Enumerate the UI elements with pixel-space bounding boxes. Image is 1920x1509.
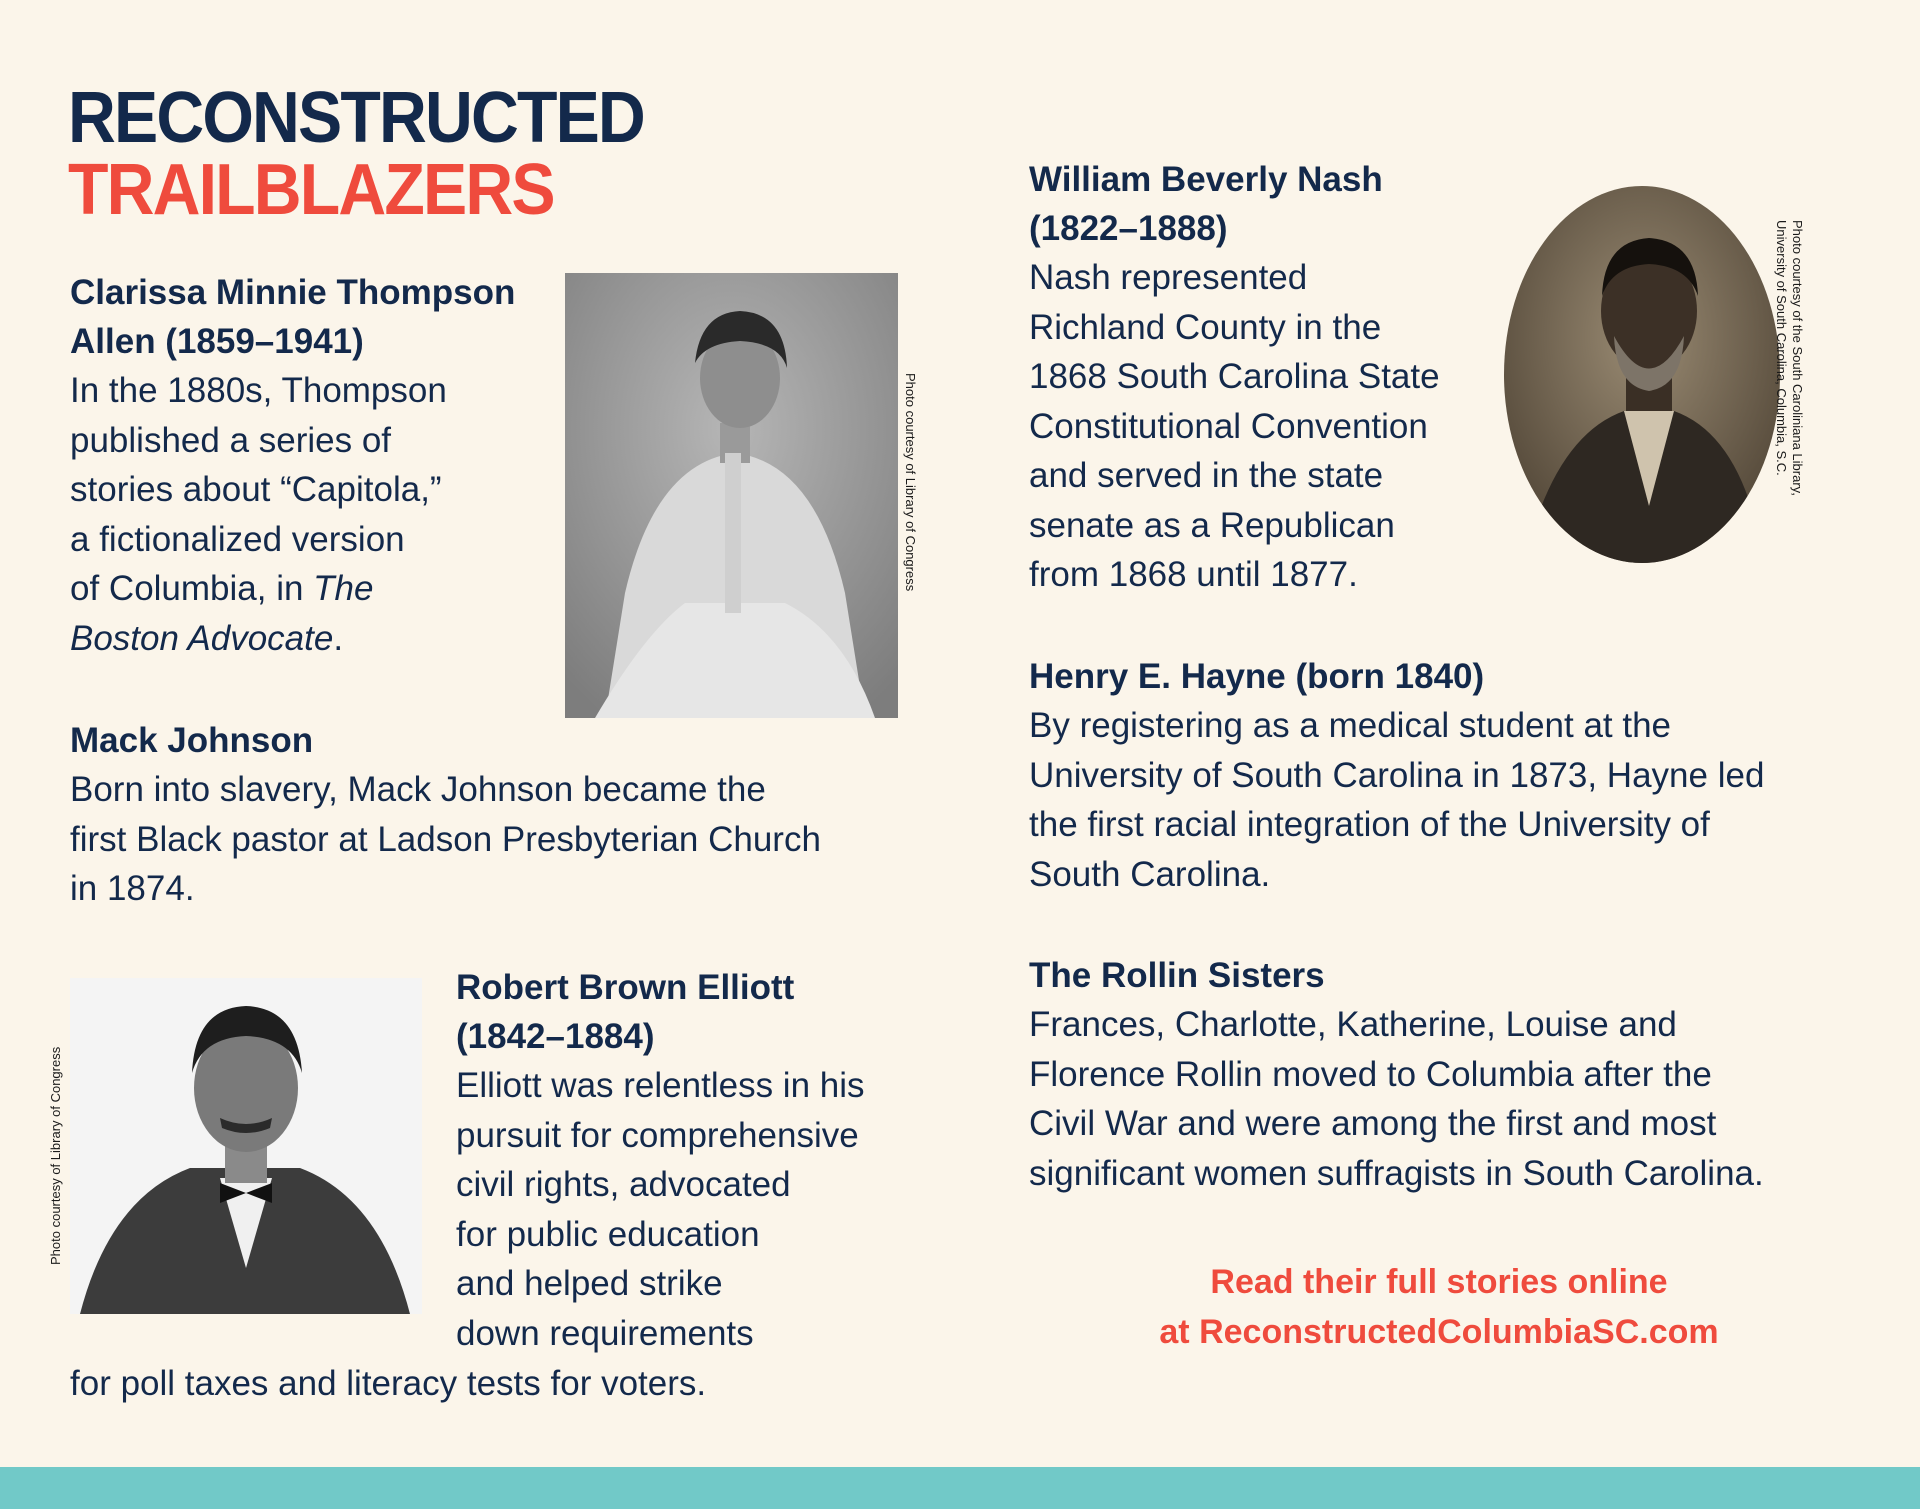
profile-hayne xyxy=(1029,652,1889,899)
profile-allen xyxy=(70,268,550,663)
profile-description: Nash represented Richland County in the 1868 South Carolina State Constitutional Convention and served in the state senate as a Republican from 1868 until 1877. xyxy=(1029,258,1440,594)
profile-name: Mack Johnson xyxy=(70,721,314,760)
profile-description: By registering as a medical student at the University of South Carolina in 1873, Hayne led the first racial integration of the University of South Carolina. xyxy=(1029,706,1765,894)
photo-credit-allen: Photo courtesy of Library of Congress xyxy=(903,373,918,592)
profile-description: Born into slavery, Mack Johnson became the first Black pastor at Ladson Presbyterian Church in 1874. xyxy=(70,770,821,908)
title-line-trailblazers: TRAILBLAZERS xyxy=(68,150,554,230)
profile-name: Robert Brown Elliott (1842–1884) xyxy=(456,968,795,1056)
call-to-action xyxy=(1029,1257,1849,1357)
page-title xyxy=(68,78,644,230)
profile-nash xyxy=(1029,155,1489,600)
profile-description: In the 1880s, Thompson published a series of stories about “Capitola,” a fictionalized version of Columbia, in The Boston Advocate. xyxy=(70,371,447,658)
profile-description: Frances, Charlotte, Katherine, Louise and Florence Rollin moved to Columbia after the Civil War and were among the first and most significant women suffragists in South Carolina. xyxy=(1029,1005,1764,1193)
profile-name: Henry E. Hayne (born 1840) xyxy=(1029,657,1485,696)
profile-elliott xyxy=(456,963,906,1358)
portrait-elliott-photo xyxy=(70,978,422,1314)
profile-name: William Beverly Nash (1822–1888) xyxy=(1029,160,1383,248)
footer-band xyxy=(0,1467,1920,1509)
photo-credit-elliott: Photo courtesy of Library of Congress xyxy=(48,1046,63,1265)
profile-description: Elliott was relentless in his pursuit for comprehensive civil rights, advocated for public education and helped strike down requirements xyxy=(456,1066,865,1353)
cta-website-link[interactable]: at ReconstructedColumbiaSC.com xyxy=(1159,1313,1719,1351)
profile-name: The Rollin Sisters xyxy=(1029,956,1325,995)
profile-johnson xyxy=(70,716,930,914)
portrait-nash-photo xyxy=(1504,186,1780,563)
cta-line-1: Read their full stories online xyxy=(1210,1263,1668,1301)
profile-rollin-sisters xyxy=(1029,951,1899,1198)
profile-name: Clarissa Minnie Thompson Allen (1859–1941) xyxy=(70,273,516,361)
photo-credit-nash: Photo courtesy of the South Caroliniana Library, University of South Carolina, Columbia, S.C. xyxy=(1774,220,1805,496)
title-line-reconstructed: RECONSTRUCTED xyxy=(68,78,644,158)
portrait-allen-photo xyxy=(565,273,898,718)
profile-elliott-description-end: for poll taxes and literacy tests for voters. xyxy=(70,1364,707,1403)
